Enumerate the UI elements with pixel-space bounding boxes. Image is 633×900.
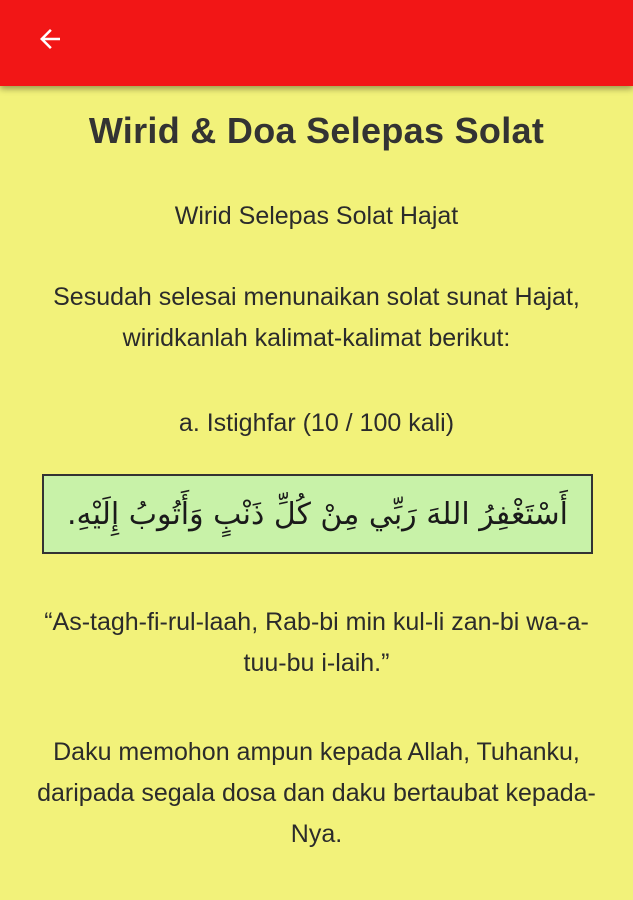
arrow-left-icon xyxy=(35,24,65,54)
item-label: a. Istighfar (10 / 100 kali) xyxy=(178,409,455,437)
back-button[interactable] xyxy=(26,18,74,60)
intro-paragraph: Sesudah selesai menunaikan solat sunat Hajat, wiridkanlah kalimat-kalimat berikut: xyxy=(53,283,580,352)
transliteration-text: “As-tagh-fi-rul-laah, Rab-bi min kul-li zan-bi wa-a-tuu-bu i-laih.” xyxy=(44,608,589,677)
section-subtitle: Wirid Selepas Solat Hajat xyxy=(174,202,459,230)
meaning-text: Daku memohon ampun kepada Allah, Tuhanku, daripada segala dosa dan daku bertaubat kepada-Nya. xyxy=(37,738,596,848)
app-bar xyxy=(0,0,633,86)
arabic-text-box xyxy=(42,474,593,554)
page-title: Wirid & Doa Selepas Solat xyxy=(88,110,545,151)
arabic-text: أَسْتَغْفِرُ اللهَ رَبِّي مِنْ كُلِّ ذَنْبٍ وَأَتُوبُ إِلَيْهِ. xyxy=(67,496,568,532)
content-area xyxy=(0,86,633,900)
